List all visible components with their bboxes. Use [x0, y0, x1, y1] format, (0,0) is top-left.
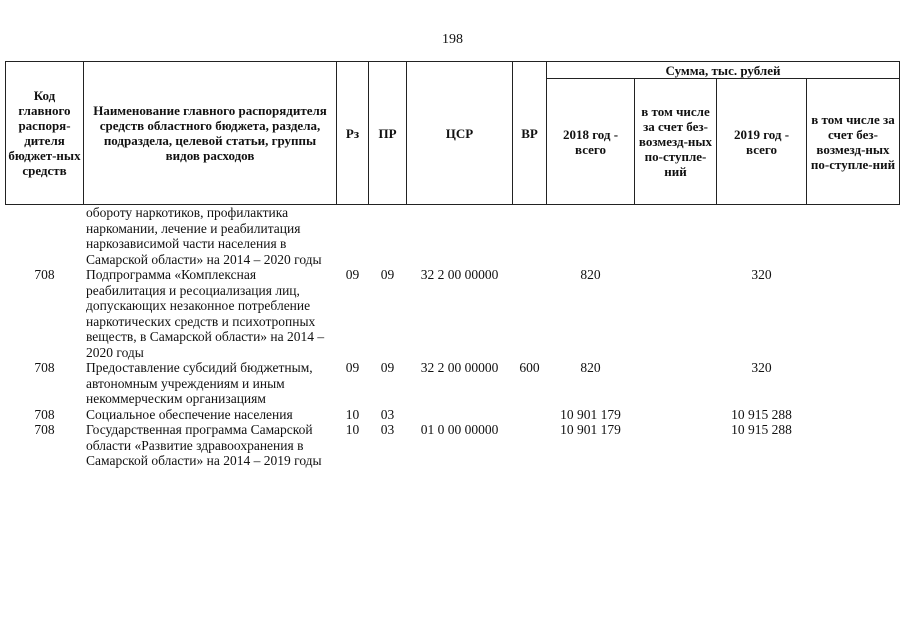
cell-code: 708 [34, 267, 55, 282]
cell-2018-total: 10 901 179 [560, 422, 621, 437]
cell-2018-total: 820 [580, 360, 601, 375]
header-2018-grants: в том числе за счет без-возмезд-ных по-ступле-ний [635, 79, 717, 205]
cell-2018-grants [635, 407, 717, 423]
cell-2018-grants [635, 360, 717, 407]
cell-2019-total: 10 915 288 [731, 406, 792, 422]
cell-rz: 09 [345, 267, 360, 282]
cell-2019-grants [807, 267, 900, 360]
cell-2018-total: 10 901 179 [560, 406, 621, 422]
table-row [6, 407, 900, 423]
cell-csr [407, 407, 513, 423]
cell-csr: 01 0 00 00000 [420, 422, 499, 437]
header-sum-group: Сумма, тыс. рублей [547, 62, 900, 79]
cell-2018-grants [635, 267, 717, 360]
table-row [6, 205, 900, 268]
cell-2018-grants [635, 205, 717, 268]
cell-pr: 09 [380, 267, 395, 282]
cell-name: обороту наркотиков, профилактика наркомании, лечение и реабилитация наркозависимой части населения в Самарской области» на 2014 – 2020 годы [86, 205, 322, 267]
cell-vr: 600 [519, 360, 540, 375]
page-number: 198 [442, 32, 463, 47]
cell-rz [337, 205, 369, 268]
cell-vr [513, 407, 547, 423]
cell-2019-grants [807, 360, 900, 407]
cell-pr: 03 [380, 406, 395, 422]
cell-rz: 09 [345, 360, 360, 375]
cell-code [6, 205, 84, 268]
table-body [6, 205, 900, 469]
cell-2019-total: 320 [751, 360, 772, 375]
cell-2019-total [717, 205, 807, 268]
header-name: Наименование главного распорядителя средств областного бюджета, раздела, подраздела, целевой статьи, группы видов расходов [84, 62, 337, 205]
header-pr: ПР [369, 62, 407, 205]
cell-csr [407, 205, 513, 268]
cell-pr: 03 [380, 422, 395, 437]
budget-table [5, 61, 900, 469]
cell-name: Предоставление субсидий бюджетным, автономным учреждениям и иным некоммерческим организациям [86, 360, 313, 406]
cell-code: 708 [34, 422, 55, 437]
cell-code: 708 [34, 360, 55, 375]
cell-rz: 10 [345, 406, 360, 422]
cell-rz: 10 [345, 422, 360, 437]
table-row [6, 267, 900, 360]
header-rz: Рз [337, 62, 369, 205]
header-csr: ЦСР [407, 62, 513, 205]
table-row [6, 422, 900, 469]
cell-csr: 32 2 00 00000 [420, 267, 499, 282]
cell-name: Социальное обеспечение населения [86, 406, 293, 422]
cell-vr [513, 267, 547, 360]
cell-name: Государственная программа Самарской области «Развитие здравоохранения в Самарской области» на 2014 – 2019 годы [86, 422, 322, 468]
table-header [6, 62, 900, 205]
cell-code: 708 [34, 406, 55, 422]
cell-pr [369, 205, 407, 268]
cell-2019-total: 320 [751, 267, 772, 282]
cell-2018-total: 820 [580, 267, 601, 282]
cell-2019-grants [807, 407, 900, 423]
cell-pr: 09 [380, 360, 395, 375]
header-2018-total: 2018 год - всего [547, 79, 635, 205]
table-row [6, 360, 900, 407]
header-2019-grants: в том числе за счет без-возмезд-ных по-ступле-ний [807, 79, 900, 205]
header-code: Код главного распоря-дителя бюджет-ных средств [6, 62, 84, 205]
cell-vr [513, 205, 547, 268]
cell-2018-grants [635, 422, 717, 469]
cell-2018-total [547, 205, 635, 268]
header-2019-total: 2019 год - всего [717, 79, 807, 205]
header-vr: ВР [513, 62, 547, 205]
cell-2019-grants [807, 422, 900, 469]
cell-2019-grants [807, 205, 900, 268]
cell-2019-total: 10 915 288 [731, 422, 792, 437]
cell-name: Подпрограмма «Комплексная реабилитация и ресоциализация лиц, допускающих незаконное потребление наркотических средств и психотропных веществ, в Самарской области» на 2014 – 2020 годы [86, 267, 325, 360]
cell-csr: 32 2 00 00000 [420, 360, 499, 375]
cell-vr [513, 422, 547, 469]
